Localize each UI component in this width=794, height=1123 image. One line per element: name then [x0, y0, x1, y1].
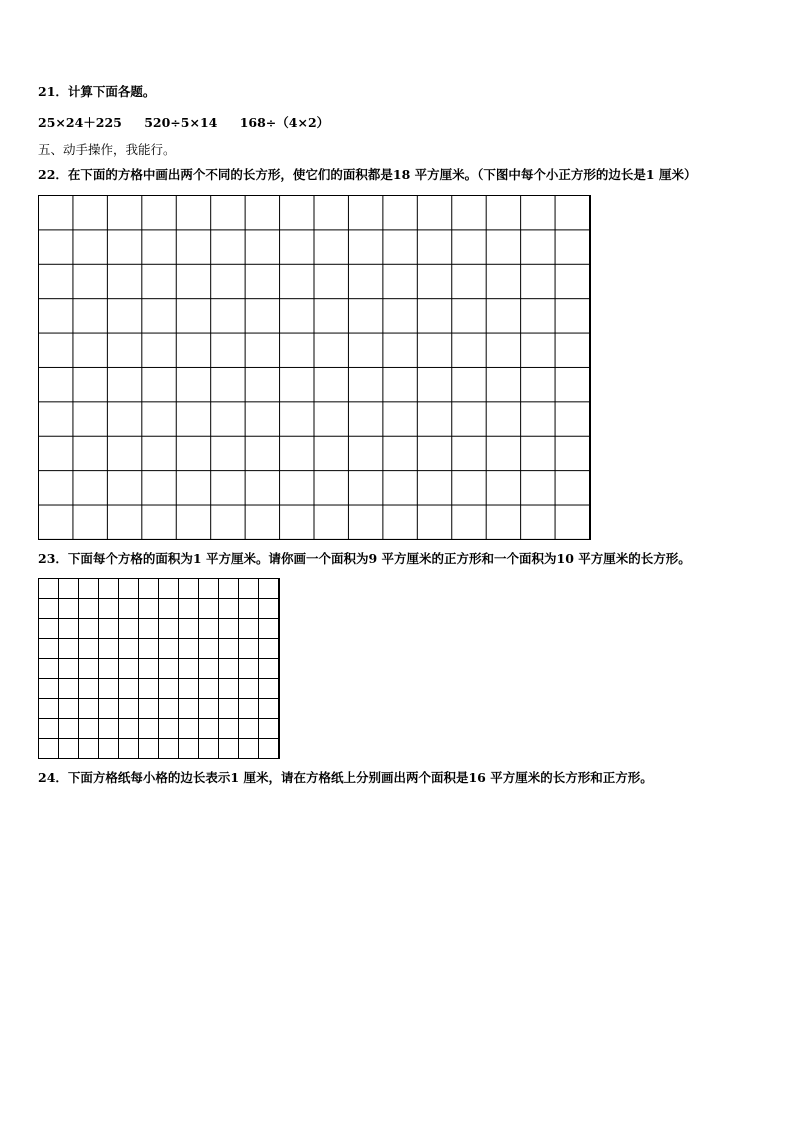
question-23-grid[interactable]	[38, 578, 280, 759]
question-24-text: 24．下面方格纸每小格的边长表示1 厘米，请在方格纸上分别画出两个面积是16 平方厘米的长方形和正方形。	[38, 770, 653, 785]
expression-1: 25×24＋225	[38, 115, 122, 130]
expression-2: 520÷5×14	[144, 115, 218, 130]
question-21-expressions	[38, 115, 347, 131]
expression-3: 168÷（4×2）	[239, 115, 330, 130]
question-21-title: 21．计算下面各题。	[38, 84, 156, 99]
question-23-text: 23．下面每个方格的面积为1 平方厘米。请你画一个面积为9 平方厘米的正方形和一个面积为10 平方厘米的长方形。	[38, 551, 691, 566]
question-22-text: 22．在下面的方格中画出两个不同的长方形，使它们的面积都是18 平方厘米。（下图中每个小正方形的边长是1 厘米）	[38, 167, 697, 182]
question-22-grid[interactable]	[38, 195, 591, 540]
section-5-title: 五、动手操作，我能行。	[38, 142, 176, 157]
